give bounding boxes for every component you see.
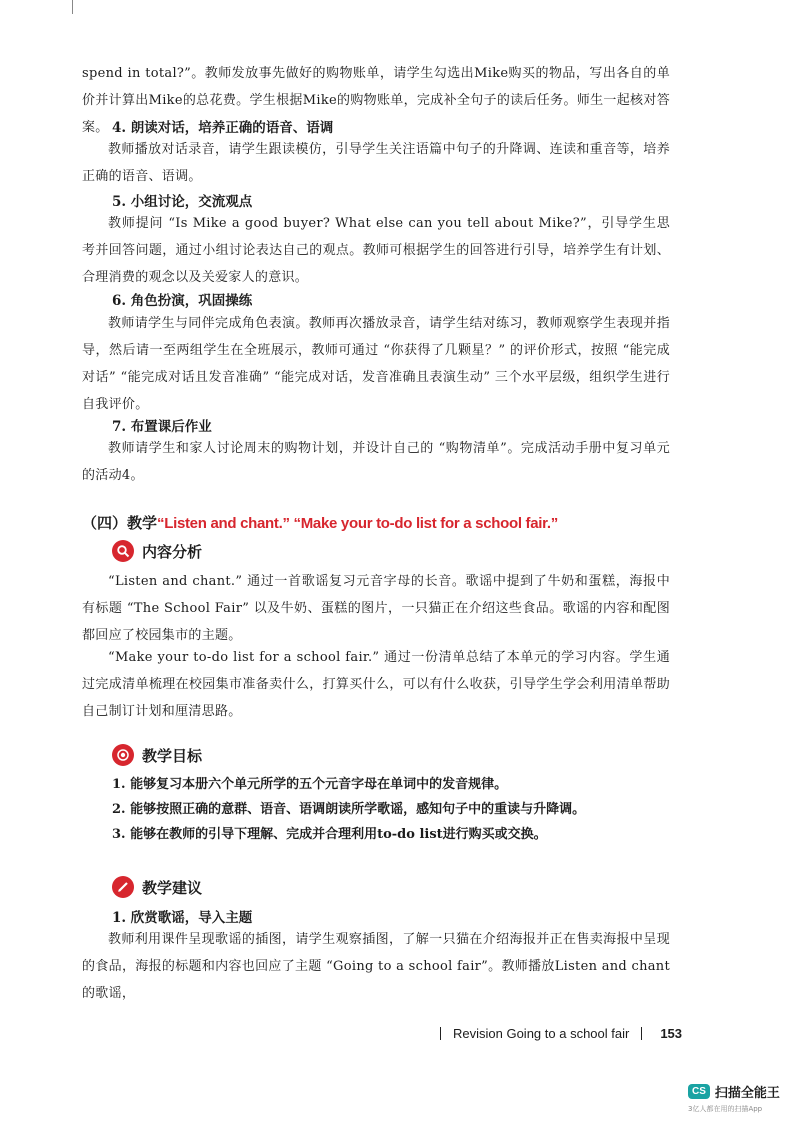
running-title: Revision Going to a school fair	[453, 1026, 630, 1041]
suggestion-step-1-heading: 1. 欣赏歌谣，导入主题	[112, 910, 253, 926]
step-5-text: 教师提问 “Is Mike a good buyer? What else can you tell about Mike?”，引导学生思考并回答问题，通过小组讨论表达自己的观点。教师可根据学生的回答进行引导，培养学生有计划、合理消费的观念以及关爱家人的意识。	[82, 216, 670, 285]
scanner-watermark	[688, 1082, 780, 1114]
suggestion-step-1-text: 教师利用课件呈现歌谣的插图，请学生观察插图，了解一只猫在介绍海报并正在售卖海报中呈现的食品，海报的标题和内容也回应了主题 “Going to a school fair”。教师播放Listen and chant的歌谣，	[82, 932, 670, 1001]
step-7-heading: 7. 布置课后作业	[112, 419, 212, 435]
teaching-goals-title: 教学目标	[142, 746, 203, 765]
pen-icon	[112, 876, 134, 898]
step-6-text: 教师请学生与同伴完成角色表演。教师再次播放录音，请学生结对练习，教师观察学生表现并指导，然后请一至两组学生在全班展示，教师可通过 “你获得了几颗星？” 的评价形式，按照 “能完成对话” “能完成对话且发音准确” “能完成对话，发音准确且表演生动” 三个水平层级，组织学生进行自我评价。	[82, 316, 670, 412]
content-analysis-heading	[112, 540, 202, 562]
footer-divider	[641, 1027, 642, 1040]
step-7-text: 教师请学生和家人讨论周末的购物计划，并设计自己的 “购物清单”。完成活动手册中复习单元的活动4。	[82, 441, 670, 483]
goal-item: 2. 能够按照正确的意群、语音、语调朗读所学歌谣，感知句子中的重读与升降调。	[112, 802, 586, 817]
paragraph-continued: spend in total?”。教师发放事先做好的购物账单，请学生勾选出Mike购买的物品，写出各自的单价并计算出Mike的总花费。学生根据Mike的购物账单，完成补全句子的读后任务。师生一起核对答案。	[82, 66, 670, 135]
content-analysis-para-2: “Make your to-do list for a school fair.” 通过一份清单总结了本单元的学习内容。学生通过完成清单梳理在校园集市准备卖什么，打算买什么，可以有什么收获，引导学生学会利用清单帮助自己制订计划和厘清思路。	[82, 650, 670, 719]
footer-divider	[440, 1027, 441, 1040]
camscanner-logo: CS	[688, 1084, 710, 1099]
page-footer	[440, 1026, 682, 1041]
content-analysis-title: 内容分析	[142, 542, 203, 561]
teaching-suggestions-title: 教学建议	[142, 878, 203, 897]
teaching-goals-heading	[112, 744, 202, 766]
step-5-heading: 5. 小组讨论，交流观点	[112, 194, 253, 210]
watermark-app-name: 扫描全能王	[714, 1086, 780, 1101]
teaching-suggestions-heading	[112, 876, 202, 898]
magnifier-icon	[112, 540, 134, 562]
step-4-text: 教师播放对话录音，请学生跟读模仿，引导学生关注语篇中句子的升降调、连读和重音等，培养正确的语音、语调。	[82, 142, 670, 184]
step-6-heading: 6. 角色扮演，巩固操练	[112, 293, 253, 309]
page-edge-mark	[72, 0, 73, 14]
teaching-goals-list	[112, 772, 585, 847]
goal-item: 1. 能够复习本册六个单元所学的五个元音字母在单词中的发音规律。	[112, 777, 508, 792]
watermark-slogan: 3亿人都在用的扫描App	[688, 1105, 763, 1113]
section-title-prefix: （四）教学	[82, 514, 158, 532]
step-4-heading: 4. 朗读对话，培养正确的语音、语调	[112, 120, 334, 136]
content-analysis-para-1: “Listen and chant.” 通过一首歌谣复习元音字母的长音。歌谣中提到了牛奶和蛋糕，海报中有标题 “The School Fair” 以及牛奶、蛋糕的图片，一只猫正在介绍这些食品。歌谣的内容和配图都回应了校园集市的主题。	[82, 574, 670, 643]
goal-item: 3. 能够在教师的引导下理解、完成并合理利用to-do list进行购买或交换。	[112, 827, 547, 842]
page-number: 153	[660, 1026, 683, 1041]
target-icon	[112, 744, 134, 766]
section-title-english: “Listen and chant.” “Make your to-do list for a school fair.”	[157, 515, 558, 532]
section-title	[82, 512, 558, 533]
